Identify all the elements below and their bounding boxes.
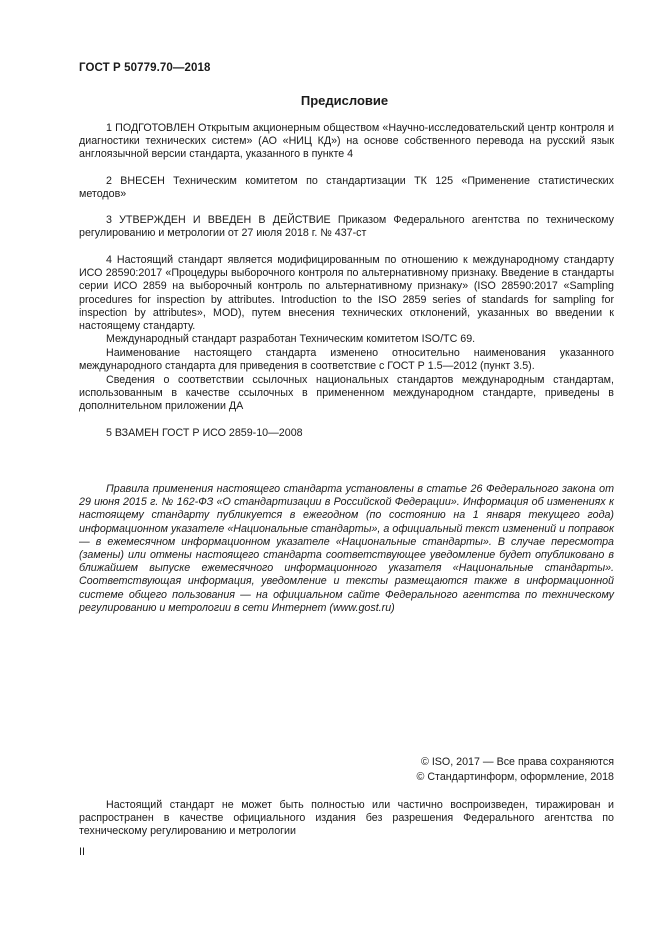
preface-item-4-committee: Международный стандарт разработан Техническим комитетом ISO/TC 69.: [106, 333, 476, 345]
document-code-header: ГОСТ Р 50779.70—2018: [79, 62, 211, 74]
preface-item-3: 3 УТВЕРЖДЕН И ВВЕДЕН В ДЕЙСТВИЕ Приказом Федерального агентства по техническому регулированию и метрологии от 27 июля 2018 г. № 437-ст: [79, 214, 614, 240]
page-number: II: [79, 846, 85, 858]
preface-item-4-references: Сведения о соответствии ссылочных национальных стандартов международным стандартам, использованным в качестве ссылочных в примененном международном стандарте, приведены в дополнительном приложении ДА: [79, 374, 614, 413]
preface-item-4-name-change: Наименование настоящего стандарта изменено относительно наименования указанного международного стандарта для приведения в соответствие с ГОСТ Р 1.5—2012 (пункт 3.5).: [79, 347, 614, 373]
preface-item-2: 2 ВНЕСЕН Техническим комитетом по стандартизации ТК 125 «Применение статистических методов»: [79, 175, 614, 201]
copyright-standartinform: © Стандартинформ, оформление, 2018: [416, 771, 614, 783]
preface-item-5: 5 ВЗАМЕН ГОСТ Р ИСО 2859-10—2008: [106, 427, 303, 439]
legal-notice: Настоящий стандарт не может быть полностью или частично воспроизведен, тиражирован и распространен в качестве официального издания без разрешения Федерального агентства по техническому регулированию и метрологии: [79, 799, 614, 838]
preface-item-4: 4 Настоящий стандарт является модифицированным по отношению к международному стандарту ИСО 28590:2017 «Процедуры выборочного контроля по альтернативному признаку. Введение в стандарты серии ИСО 2859 на выборочный контроль по альтернативному признаку» (ISO 28590:2017 «Sampling procedures for inspection by attributes. Introduction to the ISO 2859 series of standards for sampling for inspection by attributes», MOD), путем внесения технических отклонений, указанных во введении к настоящему стандарту.: [79, 254, 614, 333]
application-rules-note: Правила применения настоящего стандарта установлены в статье 26 Федерального закона от 29 июня 2015 г. № 162-ФЗ «О стандартизации в Российской Федерации». Информация об изменениях к настоящему стандарту публикуется в ежегодном (по состоянию на 1 января текущего года) информационном указателе «Национальные стандарты», а официальный текст изменений и поправок — в ежемесячном информационном указателе «Национальные стандарты». В случае пересмотра (замены) или отмены настоящего стандарта соответствующее уведомление будет опубликовано в ближайшем выпуске ежемесячного информационного указателя «Национальные стандарты». Соответствующая информация, уведомление и тексты размещаются также в информационной системе общего пользования — на официальном сайте Федерального агентства по техническому регулированию и метрологии в сети Интернет (www.gost.ru): [79, 483, 614, 614]
copyright-iso: © ISO, 2017 — Все права сохраняются: [420, 756, 614, 768]
preface-item-1: 1 ПОДГОТОВЛЕН Открытым акционерным обществом «Научно-исследовательский центр контроля и диагностики технических систем» (АО «НИЦ КД») на основе собственного перевода на русский язык англоязычной версии стандарта, указанного в пункте 4: [79, 122, 614, 161]
preface-title: Предисловие: [300, 93, 389, 108]
